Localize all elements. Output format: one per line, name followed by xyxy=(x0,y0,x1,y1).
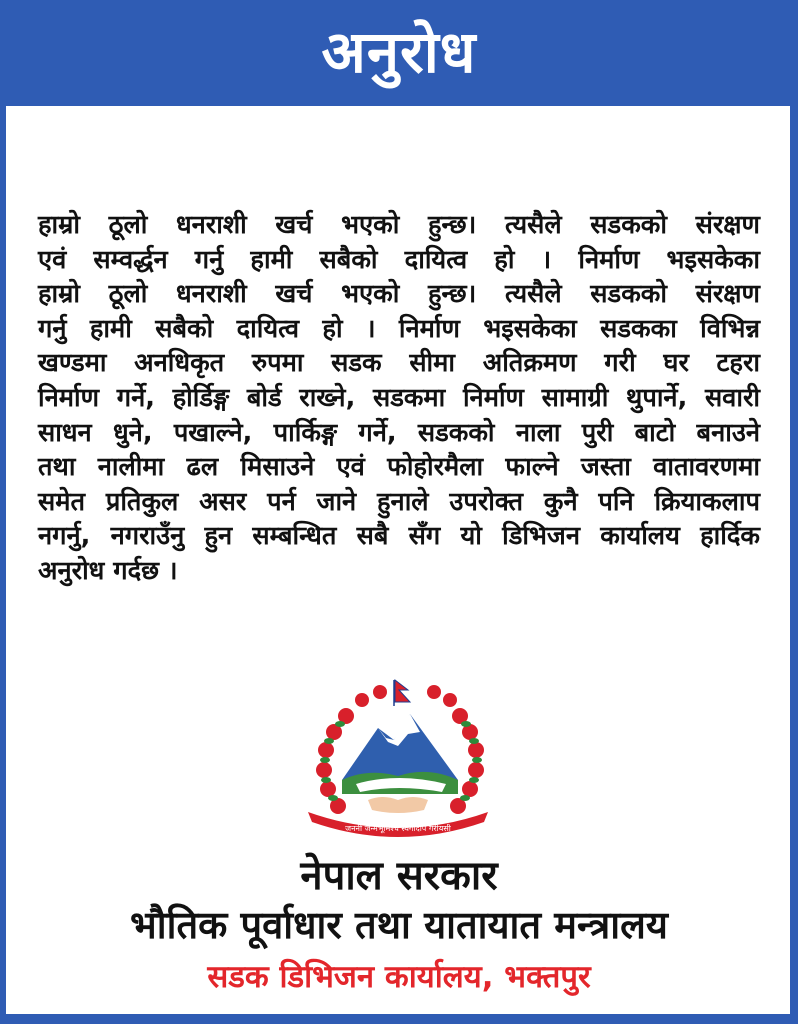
notice-body xyxy=(38,208,760,589)
body-line: हाम्रो ठूलो धनराशी खर्च भएको हुन्छ। त्यसैले सडकको संरक्षण xyxy=(38,279,760,310)
body-line: समेत प्रतिकुल असर पर्न जाने हुनाले उपरोक्त कुनै पनि क्रियाकलाप xyxy=(38,486,760,517)
nepal-emblem-icon xyxy=(298,676,498,846)
body-line: गर्नु हामी सबैको दायित्व हो । निर्माण भइसकेका सडकका विभिन्न xyxy=(38,313,760,344)
header-banner xyxy=(0,0,798,104)
body-line: नगर्नु, नगराउँनु हुन सम्बन्धित सबै सँग यो डिभिजन कार्यालय हार्दिक xyxy=(38,521,760,552)
ministry-name: भौतिक पूर्वाधार तथा यातायात मन्त्रालय xyxy=(130,903,668,947)
emblem-motto: जननी जन्मभूमिश्च स्वर्गादपि गरीयसी xyxy=(345,824,451,833)
body-line: हाम्रो ठूलो धनराशी खर्च भएको हुन्छ। त्यसैले सडकको संरक्षण xyxy=(38,210,760,240)
office-name: सडक डिभिजन कार्यालय, भक्तपुर xyxy=(207,959,591,995)
body-line: तथा नालीमा ढल मिसाउने एवं फोहोरमैला फाल्ने जस्ता वातावरणमा xyxy=(38,452,760,483)
body-line: साधन धुने, पखाल्ने, पार्किङ्ग गर्ने, सडकको नाला पुरी बाटो बनाउने xyxy=(38,417,760,448)
page-title: अनुरोध xyxy=(321,18,477,86)
body-line: एवं सम्वर्द्धन गर्नु हामी सबैको दायित्व हो । निर्माण भइसकेका xyxy=(38,244,760,275)
body-line: खण्डमा अनधिकृत रुपमा सडक सीमा अतिक्रमण गरी घर टहरा xyxy=(38,348,760,379)
body-line: निर्माण गर्ने, होर्डिङ्ग बोर्ड राख्ने, सडकमा निर्माण सामाग्री थुपार्ने, सवारी xyxy=(38,382,760,413)
body-line: अनुरोध गर्दछ । xyxy=(38,555,178,586)
government-name: नेपाल सरकार xyxy=(300,853,498,899)
